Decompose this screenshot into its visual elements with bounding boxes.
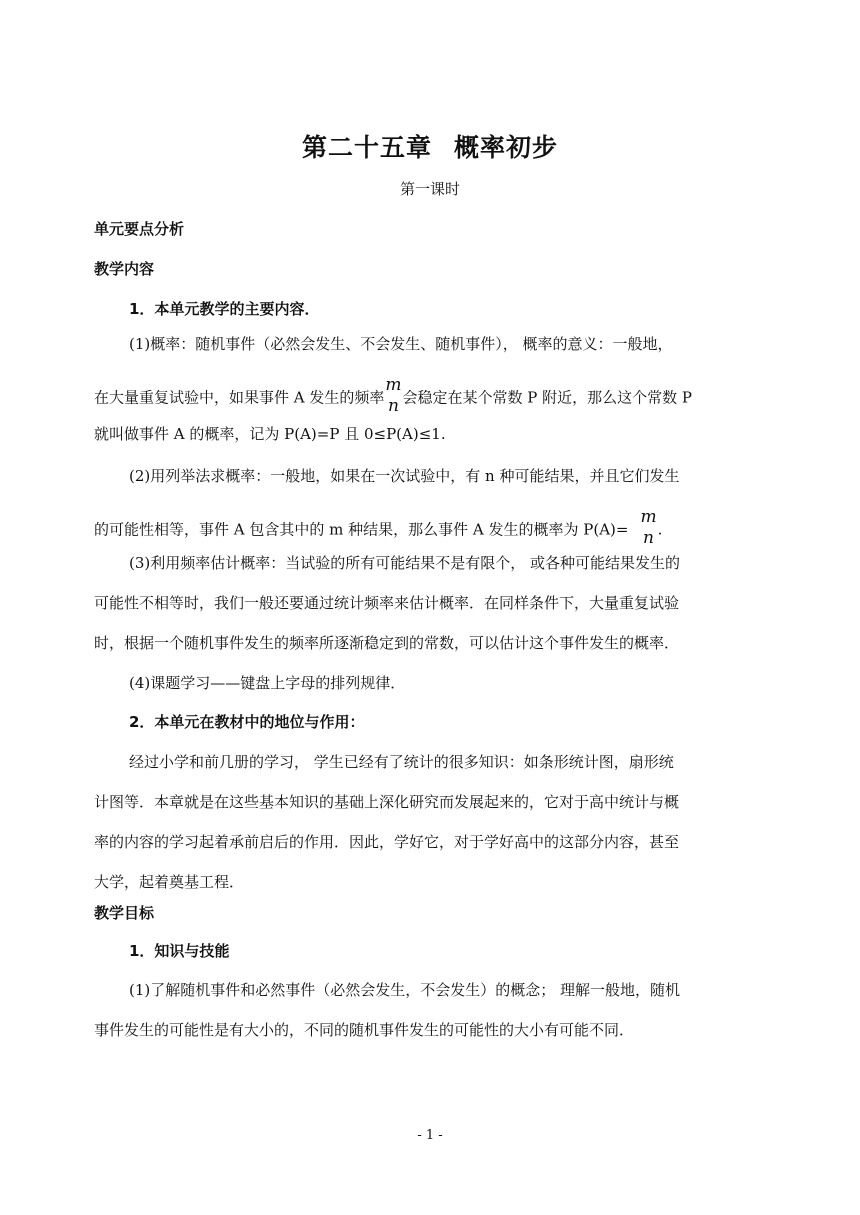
para3-line1: (3)利用频率估计概率：当试验的所有可能结果不是有限个， 或各种可能结果发生的 bbox=[129, 554, 681, 572]
para6-line2: 事件发生的可能性是有大小的，不同的随机事件发生的可能性的大小有可能不同． bbox=[94, 1021, 635, 1039]
item-1-heading: 1．本单元教学的主要内容． bbox=[129, 300, 320, 318]
para5-line2: 计图等．本章就是在这些基本知识的基础上深化研究而发展起来的，它对于高中统计与概 bbox=[94, 793, 680, 811]
para4: (4)课题学习——键盘上字母的排列规律． bbox=[129, 674, 406, 692]
fraction-m-over-n: m n bbox=[385, 375, 402, 416]
heading-unit-analysis: 单元要点分析 bbox=[94, 220, 185, 238]
para3-line2: 可能性不相等时，我们一般还要通过统计频率来估计概率．在同样条件下，大量重复试验 bbox=[94, 594, 680, 612]
lesson-subtitle: 第一课时 bbox=[399, 180, 460, 198]
chapter-title bbox=[0, 128, 860, 164]
item-3-heading: 1．知识与技能 bbox=[129, 942, 230, 960]
chapter-number: 第二十五章 bbox=[301, 133, 432, 162]
para5-line4: 大学，起着奠基工程． bbox=[94, 873, 245, 891]
para5-line3: 率的内容的学习起着承前启后的作用．因此，学好它，对于学好高中的这部分内容，甚至 bbox=[94, 833, 680, 851]
fraction-m-over-n-2: m n bbox=[640, 507, 657, 548]
para1-line1: (1)概率：随机事件（必然会发生、不会发生、随机事件）， 概率的意义：一般地， bbox=[129, 335, 673, 353]
para2-line1: (2)用列举法求概率：一般地，如果在一次试验中，有 n 种可能结果，并且它们发生 bbox=[129, 467, 680, 485]
para1-line3: 就叫做事件 A 的概率，记为 P(A)=P 且 0≤P(A)≤1. bbox=[94, 425, 446, 443]
heading-teaching-content: 教学内容 bbox=[94, 260, 155, 278]
para6-line1: (1)了解随机事件和必然事件（必然会发生，不会发生）的概念； 理解一般地，随机 bbox=[129, 981, 681, 999]
para5-line1: 经过小学和前几册的学习， 学生已经有了统计的很多知识：如条形统计图，扇形统 bbox=[129, 753, 674, 771]
item-2-heading: 2．本单元在教材中的地位与作用： bbox=[129, 713, 365, 731]
heading-teaching-goals: 教学目标 bbox=[94, 904, 155, 922]
chapter-name: 概率初步 bbox=[454, 133, 559, 162]
para3-line3: 时，根据一个随机事件发生的频率所逐渐稳定到的常数，可以估计这个事件发生的概率． bbox=[94, 634, 680, 652]
para1-line2: 在大量重复试验中，如果事件 A 发生的频率 m n 会稳定在某个常数 P 附近，那么这个常数 P bbox=[94, 375, 692, 416]
para2-line2: 的可能性相等，事件 A 包含其中的 m 种结果，那么事件 A 发生的概率为 P(A)= m n . bbox=[94, 507, 663, 548]
page-number: - 1 - bbox=[417, 1128, 443, 1143]
